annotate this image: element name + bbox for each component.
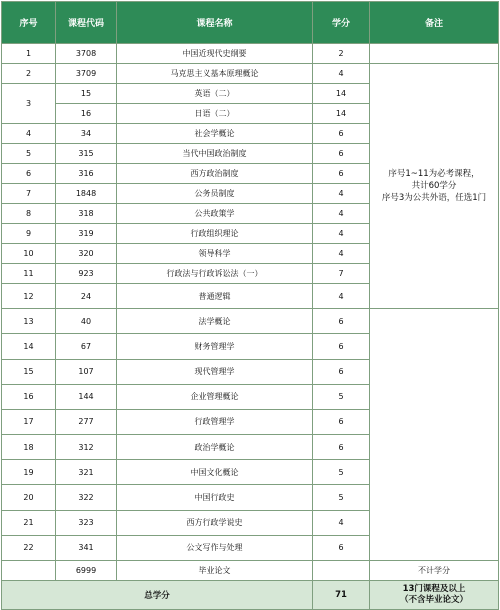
row-name: 社会学概论: [117, 124, 313, 144]
row-credits: 2: [313, 44, 370, 64]
row-code: 1848: [56, 184, 117, 204]
row-credits: 6: [313, 164, 370, 184]
row-code: 3708: [56, 44, 117, 64]
row-code: 67: [56, 334, 117, 359]
row-credits: 4: [313, 224, 370, 244]
header-remark: 备注: [370, 2, 499, 44]
row-name: 西方政治制度: [117, 164, 313, 184]
row-index: 4: [2, 124, 56, 144]
row-name: 日语（二）: [117, 104, 313, 124]
row-name: 现代管理学: [117, 359, 313, 384]
row-code: 3709: [56, 64, 117, 84]
header-index: 序号: [2, 2, 56, 44]
row-code: 16: [56, 104, 117, 124]
table-row: [2, 359, 499, 384]
row-code: 341: [56, 535, 117, 560]
row-index: 7: [2, 184, 56, 204]
table-row: [2, 44, 499, 64]
row-credits: 5: [313, 460, 370, 485]
total-credits: 71: [313, 581, 370, 610]
footer-row: [2, 581, 499, 610]
total-label: 总学分: [2, 581, 313, 610]
row-index: 18: [2, 435, 56, 460]
row-name: 公文写作与处理: [117, 535, 313, 560]
row-credits: 4: [313, 64, 370, 84]
table-row: [2, 535, 499, 560]
row-name: 法学概论: [117, 309, 313, 334]
row-credits: 14: [313, 104, 370, 124]
remark-line: 序号1~11为必考课程，: [388, 169, 480, 180]
remark-line: 共计60学分: [411, 181, 457, 192]
row-code: 6999: [56, 561, 117, 581]
row-index: 8: [2, 204, 56, 224]
row-code: 34: [56, 124, 117, 144]
row-credits: 4: [313, 184, 370, 204]
row-credits: 7: [313, 264, 370, 284]
total-note-line: 13门课程及以上: [402, 584, 466, 594]
row-code: 107: [56, 359, 117, 384]
table-row: [2, 485, 499, 510]
row-code: 319: [56, 224, 117, 244]
row-credits: 6: [313, 435, 370, 460]
remark-line: 序号3为公共外语，任选1门: [381, 193, 487, 204]
row-code: 318: [56, 204, 117, 224]
table-row: [2, 409, 499, 434]
row-credits: 5: [313, 384, 370, 409]
row-code: 321: [56, 460, 117, 485]
row-name: 政治学概论: [117, 435, 313, 460]
row-index: 1: [2, 44, 56, 64]
row-name: 毕业论文: [117, 561, 313, 581]
header-code: 课程代码: [56, 2, 117, 44]
row-index: 12: [2, 284, 56, 309]
row-credits: 6: [313, 359, 370, 384]
row-credits: 4: [313, 204, 370, 224]
total-note-line: （不含毕业论文）: [399, 595, 468, 605]
header-row: [2, 2, 499, 44]
table-row: [2, 309, 499, 334]
row-credits: 4: [313, 244, 370, 264]
row-code: 15: [56, 84, 117, 104]
row-name: 马克思主义基本原理概论: [117, 64, 313, 84]
row-credits: 4: [313, 284, 370, 309]
row-code: 923: [56, 264, 117, 284]
table-row: [2, 64, 499, 84]
row-code: 40: [56, 309, 117, 334]
row-name: 中国行政史: [117, 485, 313, 510]
table-row-thesis: [2, 561, 499, 581]
row-index: 3: [2, 84, 56, 124]
header-name: 课程名称: [117, 2, 313, 44]
row-name: 财务管理学: [117, 334, 313, 359]
row-code: 144: [56, 384, 117, 409]
row-code: 320: [56, 244, 117, 264]
row-credits: 4: [313, 510, 370, 535]
row-name: 行政组织理论: [117, 224, 313, 244]
row-index: 11: [2, 264, 56, 284]
remark-empty: [370, 44, 499, 64]
row-index: 15: [2, 359, 56, 384]
row-index: 16: [2, 384, 56, 409]
row-code: 24: [56, 284, 117, 309]
row-index: [2, 561, 56, 581]
row-name: 中国近现代史纲要: [117, 44, 313, 64]
row-name: 行政法与行政诉讼法（一）: [117, 264, 313, 284]
row-index: 10: [2, 244, 56, 264]
row-index: 2: [2, 64, 56, 84]
row-name: 公共政策学: [117, 204, 313, 224]
row-code: 277: [56, 409, 117, 434]
row-name: 普通逻辑: [117, 284, 313, 309]
row-code: 323: [56, 510, 117, 535]
row-index: 9: [2, 224, 56, 244]
row-index: 14: [2, 334, 56, 359]
row-credits: 6: [313, 144, 370, 164]
row-code: 312: [56, 435, 117, 460]
table-row: [2, 334, 499, 359]
row-credits: 6: [313, 309, 370, 334]
row-credits: 14: [313, 84, 370, 104]
curriculum-table: [1, 1, 499, 610]
row-index: 20: [2, 485, 56, 510]
row-credits: 6: [313, 334, 370, 359]
table-row: [2, 435, 499, 460]
row-credits: 6: [313, 409, 370, 434]
row-index: 5: [2, 144, 56, 164]
row-credits: [313, 561, 370, 581]
row-index: 22: [2, 535, 56, 560]
row-code: 316: [56, 164, 117, 184]
row-name: 公务员制度: [117, 184, 313, 204]
row-credits: 6: [313, 535, 370, 560]
row-index: 17: [2, 409, 56, 434]
row-name: 行政管理学: [117, 409, 313, 434]
row-name: 西方行政学说史: [117, 510, 313, 535]
row-index: 21: [2, 510, 56, 535]
table-row: [2, 460, 499, 485]
header-credits: 学分: [313, 2, 370, 44]
row-credits: 5: [313, 485, 370, 510]
row-index: 19: [2, 460, 56, 485]
row-name: 中国文化概论: [117, 460, 313, 485]
row-index: 13: [2, 309, 56, 334]
row-name: 当代中国政治制度: [117, 144, 313, 164]
table-row: [2, 510, 499, 535]
remark-thesis: 不计学分: [370, 561, 499, 581]
row-index: 6: [2, 164, 56, 184]
row-name: 英语（二）: [117, 84, 313, 104]
table-row: [2, 384, 499, 409]
total-note: [370, 581, 499, 610]
row-code: 315: [56, 144, 117, 164]
row-code: 322: [56, 485, 117, 510]
row-credits: 6: [313, 124, 370, 144]
remark-required: [370, 64, 499, 309]
row-name: 领导科学: [117, 244, 313, 264]
row-name: 企业管理概论: [117, 384, 313, 409]
